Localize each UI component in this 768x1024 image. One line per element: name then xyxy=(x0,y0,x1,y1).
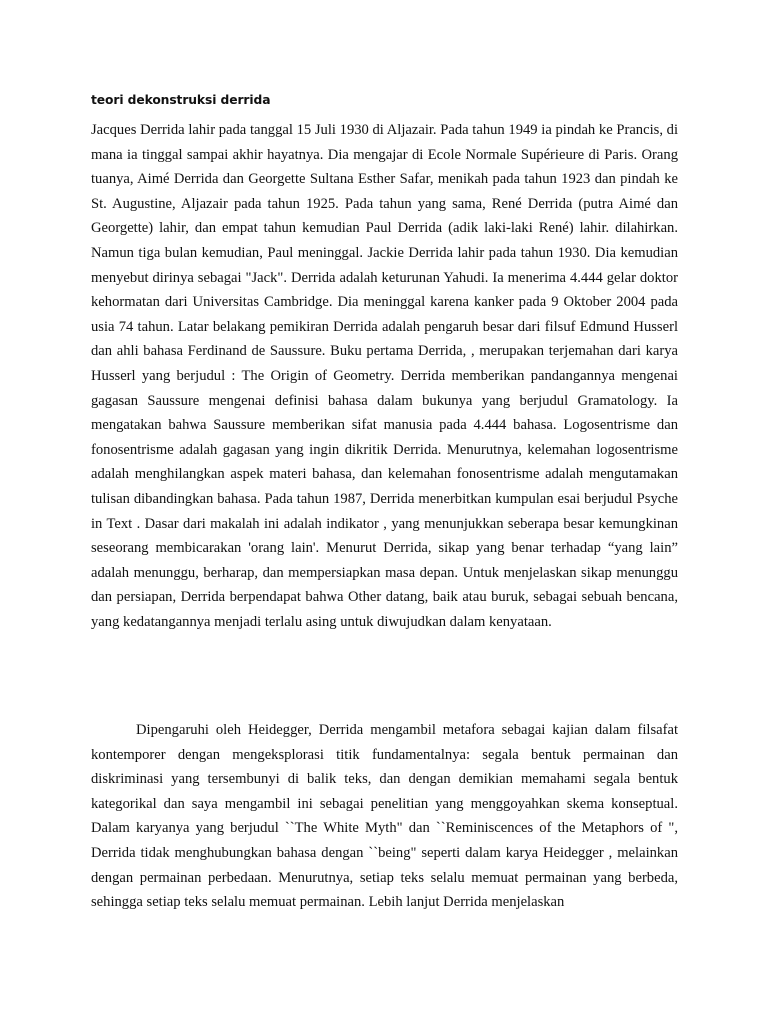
paragraph-heidegger-influence: Dipengaruhi oleh Heidegger, Derrida mengambil metafora sebagai kajian dalam filsafat kontemporer dengan mengeksplorasi titik fundamentalnya: segala bentuk permainan dan diskriminasi yang tersembunyi di balik teks, dan dengan demikian memahami segala bentuk kategorikal dan saya mengambil ini sebagai penelitian yang menggoyahkan skema konseptual. Dalam karyanya yang berjudul ``The White Myth" dan ``Reminiscences of the Metaphors of ", Derrida tidak menghubungkan bahasa dengan ``being" seperti dalam karya Heidegger , melainkan dengan permainan perbedaan. Menurutnya, setiap teks selalu memuat permainan yang berbeda, sehingga setiap teks selalu memuat permainan. Lebih lanjut Derrida menjelaskan xyxy=(91,722,678,911)
document-title: teori dekonstruksi derrida xyxy=(91,93,271,107)
paragraph-biography: Jacques Derrida lahir pada tanggal 15 Juli 1930 di Aljazair. Pada tahun 1949 ia pindah ke Prancis, di mana ia tinggal sampai akhir hayatnya. Dia mengajar di Ecole Normale Supérieure di Paris. Orang tuanya, Aimé Derrida dan Georgette Sultana Esther Safar, menikah pada tahun 1923 dan pindah ke St. Augustine, Aljazair pada tahun 1925. Pada tahun yang sama, René Derrida (putra Aimé dan Georgette) lahir, dan empat tahun kemudian Paul Derrida (adik laki-laki René) lahir. dilahirkan. Namun tiga bulan kemudian, Paul meninggal. Jackie Derrida lahir pada tahun 1930. Dia kemudian menyebut dirinya sebagai "Jack". Derrida adalah keturunan Yahudi. Ia menerima 4.444 gelar doktor kehormatan dari Universitas Cambridge. Dia meninggal karena kanker pada 9 Oktober 2004 pada usia 74 tahun. Latar belakang pemikiran Derrida adalah pengaruh besar dari filsuf Edmund Husserl dan ahli bahasa Ferdinand de Saussure. Buku pertama Derrida, , merupakan terjemahan dari karya Husserl yang berjudul : The Origin of Geometry. Derrida memberikan pandangannya mengenai gagasan Saussure mengenai definisi bahasa dalam bukunya yang berjudul Gramatology. Ia mengatakan bahwa Saussure memberikan sifat manusia pada 4.444 bahasa. Logosentrisme dan fonosentrisme adalah gagasan yang ingin dikritik Derrida. Menurutnya, kelemahan logosentrisme adalah menghilangkan aspek materi bahasa, dan kelemahan fonosentrisme adalah mengutamakan tulisan dibandingkan bahasa. Pada tahun 1987, Derrida menerbitkan kumpulan esai berjudul Psyche in Text . Dasar dari makalah ini adalah indikator , yang menunjukkan seberapa besar kemungkinan seseorang membicarakan 'orang lain'. Menurut Derrida, sikap yang benar terhadap “yang lain” adalah menunggu, berharap, dan mempersiapkan masa depan. Untuk menjelaskan sikap menunggu dan persiapan, Derrida berpendapat bahwa Other datang, baik atau buruk, sebagai sebuah bencana, yang kedatangannya menjadi terlalu asing untuk diwujudkan dalam kenyataan. xyxy=(91,122,678,630)
